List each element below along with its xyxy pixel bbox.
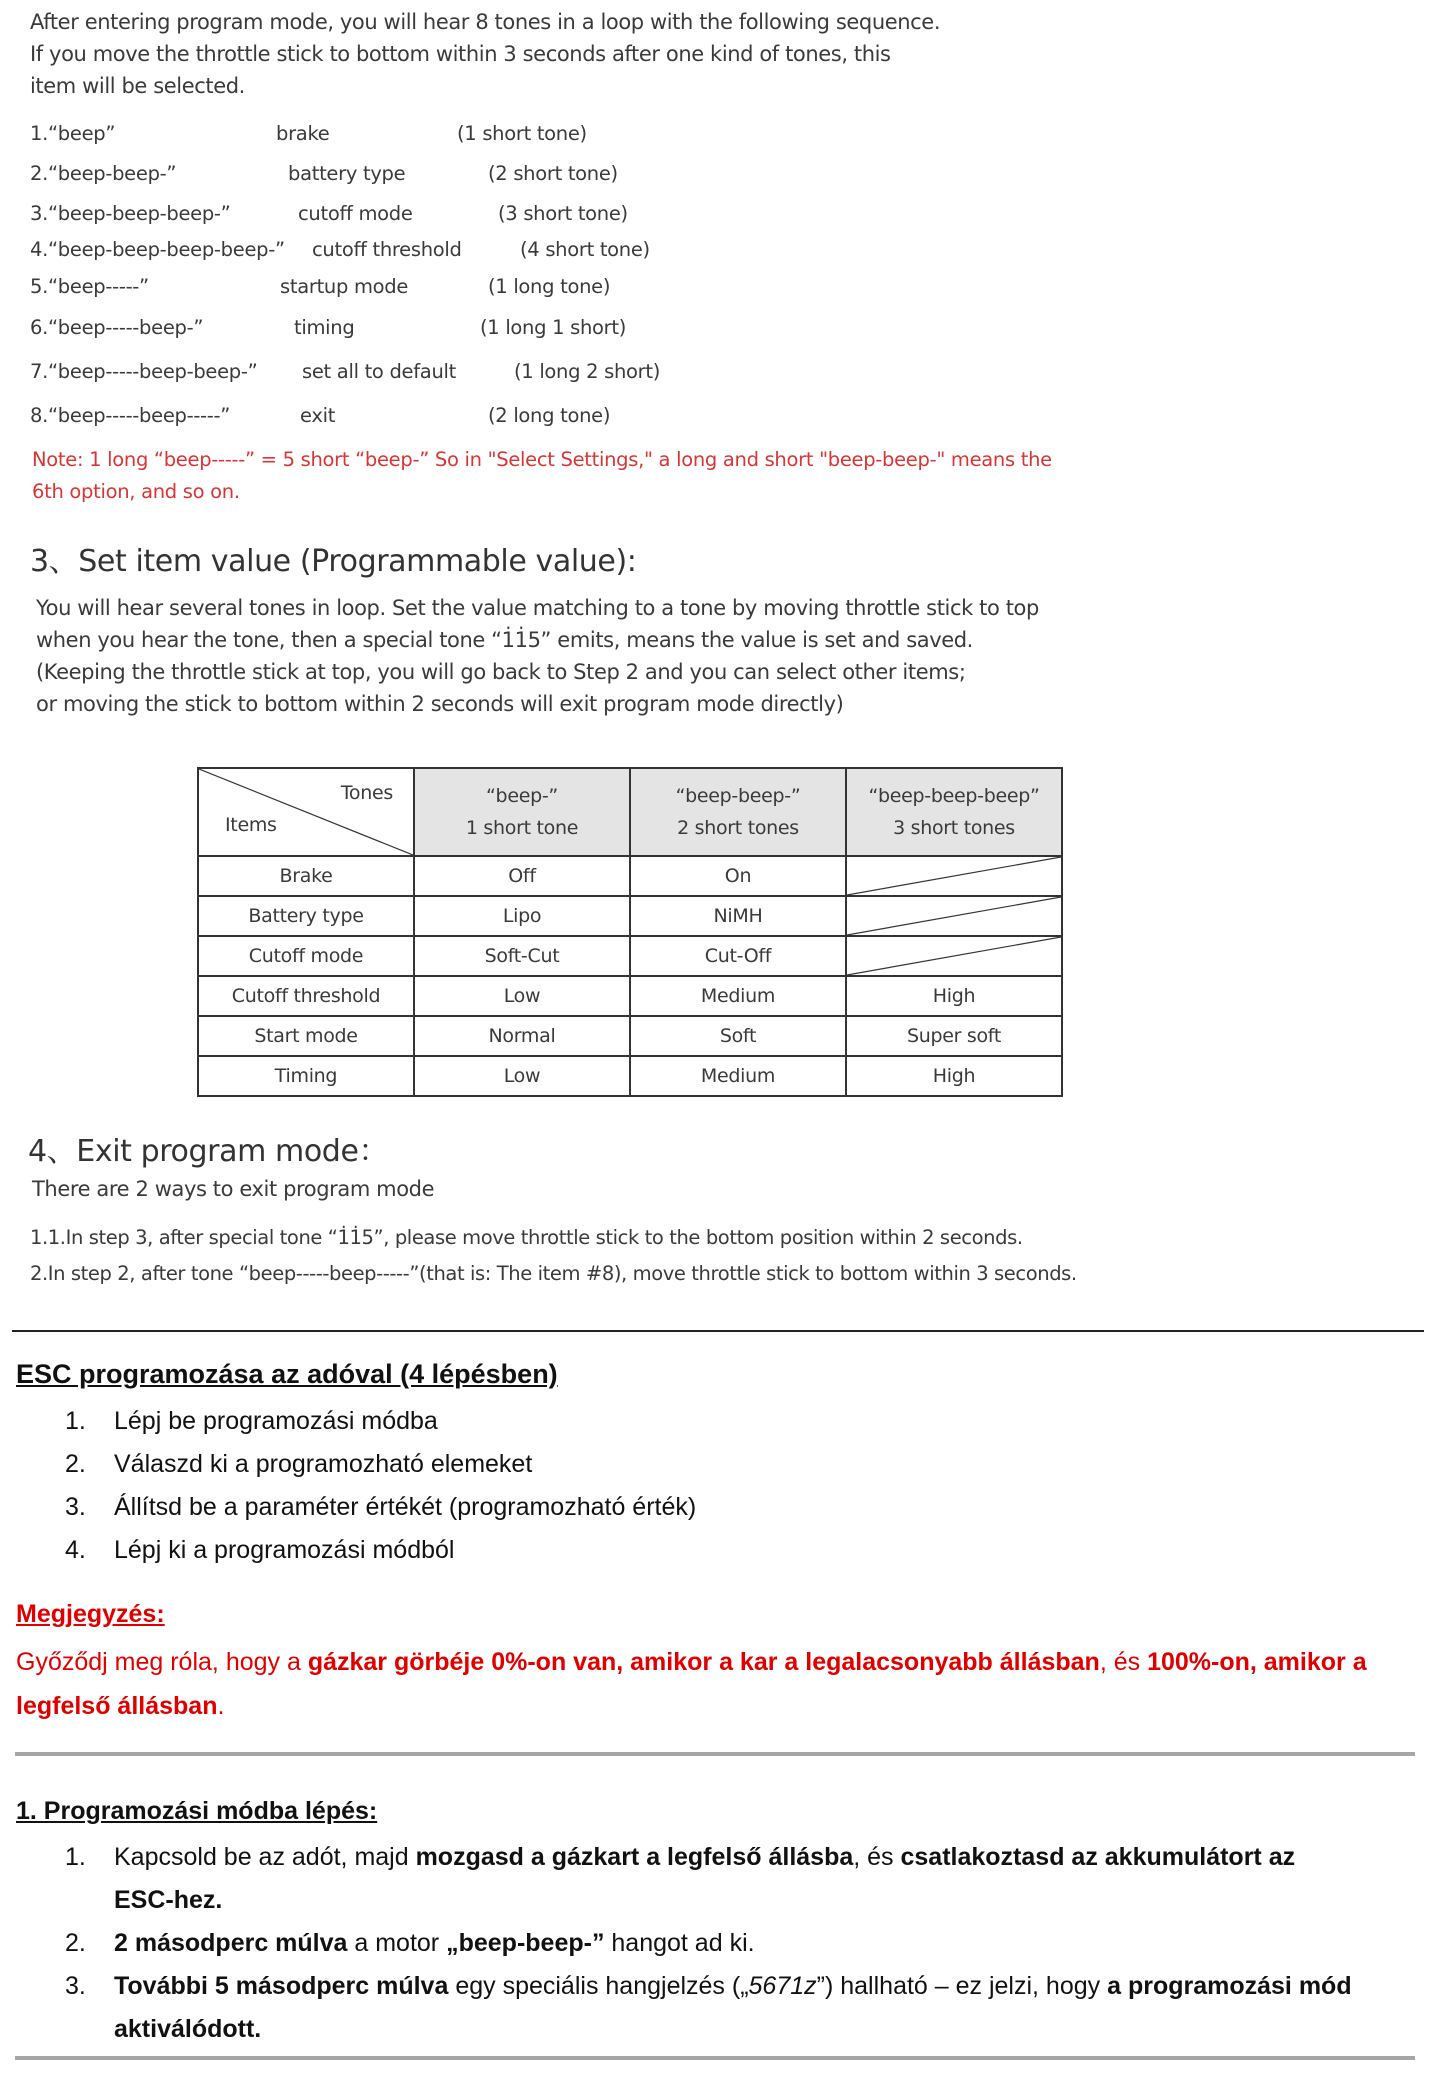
sequence-tone: 5.“beep-----” xyxy=(30,275,149,298)
step-emphasis: „beep-beep-” xyxy=(446,1929,605,1957)
step-emphasis: 2 másodperc múlva xyxy=(114,1929,348,1957)
step-number: 4. xyxy=(65,1536,86,1564)
section3-body xyxy=(36,592,1196,720)
table-row xyxy=(198,856,1062,896)
section3-line: You will hear several tones in loop. Set the value matching to a tone by moving throttle stick to top xyxy=(36,596,1039,620)
sequence-item-name: brake xyxy=(276,122,330,145)
list-item xyxy=(0,1836,1400,1922)
sequence-item-name: startup mode xyxy=(280,275,409,298)
sequence-desc: (1 short tone) xyxy=(457,122,587,145)
sequence-desc: (3 short tone) xyxy=(498,202,628,225)
row-value: Low xyxy=(414,1056,630,1096)
sequence-item-name: set all to default xyxy=(302,360,456,383)
corner-items-label: Items xyxy=(225,814,277,836)
intro-paragraph xyxy=(30,6,1130,102)
sequence-tone: 1.“beep” xyxy=(30,122,116,145)
note-text: Győződj meg róla, hogy a xyxy=(16,1648,308,1676)
sequence-item-name: cutoff threshold xyxy=(312,238,462,261)
table-header-row xyxy=(198,768,1062,856)
empty-slashed-cell xyxy=(846,896,1062,936)
empty-slashed-cell xyxy=(846,936,1062,976)
row-value: Normal xyxy=(414,1016,630,1056)
header-desc: 2 short tones xyxy=(677,817,799,839)
note-title: Megjegyzés: xyxy=(16,1600,165,1628)
row-value: High xyxy=(846,1056,1062,1096)
note-text: , és xyxy=(1099,1648,1148,1676)
row-item: Brake xyxy=(198,856,414,896)
step-text: hangot ad ki. xyxy=(604,1929,755,1957)
step-emphasis: mozgasd a gázkart a legfelső állásba xyxy=(415,1843,854,1871)
row-item: Battery type xyxy=(198,896,414,936)
row-value: Soft xyxy=(630,1016,846,1056)
sequence-desc: (4 short tone) xyxy=(520,238,650,261)
step-text: Lépj ki a programozási módból xyxy=(114,1536,455,1564)
step-text: Lépj be programozási módba xyxy=(114,1407,438,1435)
header-tone: “beep-beep-beep” xyxy=(868,785,1040,807)
sequence-tone: 2.“beep-beep-” xyxy=(30,162,177,185)
table-header xyxy=(846,768,1062,856)
sequence-item-name: exit xyxy=(300,404,336,427)
header-desc: 1 short tone xyxy=(465,817,579,839)
step-text: ”) hallható – ez jelzi, hogy xyxy=(816,1972,1108,2000)
sequence-desc: (1 long 1 short) xyxy=(480,316,627,339)
table-header xyxy=(630,768,846,856)
step-number: 2. xyxy=(65,1450,86,1478)
sequence-item-name: battery type xyxy=(288,162,406,185)
exit-way: 2.In step 2, after tone “beep-----beep-----”(that is: The item #8), move throttle stick to bottom within 3 seconds. xyxy=(30,1262,1077,1285)
note-body xyxy=(16,1640,1396,1728)
row-item: Start mode xyxy=(198,1016,414,1056)
note-line: 6th option, and so on. xyxy=(32,480,240,503)
hu-overview-steps xyxy=(0,1400,1200,1572)
step-number: 1. xyxy=(65,1407,86,1435)
step1-list xyxy=(0,1836,1400,2051)
table-row xyxy=(198,1056,1062,1096)
sequence-desc: (1 long 2 short) xyxy=(514,360,661,383)
table-row xyxy=(198,1016,1062,1056)
table-row xyxy=(198,936,1062,976)
list-item xyxy=(0,1922,1400,1965)
row-value: Lipo xyxy=(414,896,630,936)
sequence-tone: 4.“beep-beep-beep-beep-” xyxy=(30,238,285,261)
intro-line: If you move the throttle stick to bottom within 3 seconds after one kind of tones, this xyxy=(30,42,891,66)
note-emphasis: gázkar görbéje 0%-on van, amikor a kar a legalacsonyabb állásban xyxy=(307,1648,1100,1676)
row-value: High xyxy=(846,976,1062,1016)
row-item: Timing xyxy=(198,1056,414,1096)
step-italic: 5671z xyxy=(748,1972,817,2000)
row-value: Cut-Off xyxy=(630,936,846,976)
list-item xyxy=(0,1529,1200,1572)
step-emphasis: További 5 másodperc múlva xyxy=(114,1972,449,2000)
note-text: . xyxy=(217,1692,225,1720)
step-text: Állítsd be a paraméter értékét (programozható érték) xyxy=(114,1493,697,1521)
section4-heading: 4、Exit program mode： xyxy=(28,1134,389,1169)
step-text: a motor xyxy=(347,1929,447,1957)
intro-line: item will be selected. xyxy=(30,74,245,98)
list-item xyxy=(0,1443,1200,1486)
long-beep-note xyxy=(32,444,1132,508)
step-number: 2. xyxy=(65,1929,86,1957)
header-desc: 3 short tones xyxy=(893,817,1015,839)
row-value: NiMH xyxy=(630,896,846,936)
note-line: Note: 1 long “beep-----” = 5 short “beep-” So in "Select Settings," a long and short "beep-beep-" means the xyxy=(32,448,1052,471)
sequence-item-name: timing xyxy=(294,316,355,339)
row-item: Cutoff threshold xyxy=(198,976,414,1016)
corner-tones-label: Tones xyxy=(340,782,393,804)
step-text: Kapcsold be az adót, majd xyxy=(114,1843,416,1871)
empty-slashed-cell xyxy=(846,856,1062,896)
table-header xyxy=(414,768,630,856)
table-row xyxy=(198,976,1062,1016)
section3-line: or moving the stick to bottom within 2 seconds will exit program mode directly) xyxy=(36,692,844,716)
sequence-desc: (1 long tone) xyxy=(488,275,611,298)
step-number: 3. xyxy=(65,1972,86,2000)
section3-line: (Keeping the throttle stick at top, you will go back to Step 2 and you can select other items; xyxy=(36,660,966,684)
header-tone: “beep-” xyxy=(486,785,558,807)
step-text: egy speciális hangjelzés („ xyxy=(448,1972,749,2000)
exit-way: 1.1.In step 3, after special tone “1̇1̇5”, please move throttle stick to the bottom position within 2 seconds. xyxy=(30,1226,1023,1249)
list-item xyxy=(0,1400,1200,1443)
sequence-tone: 3.“beep-beep-beep-” xyxy=(30,202,231,225)
step-text: Válaszd ki a programozható elemeket xyxy=(114,1450,533,1478)
step-number: 1. xyxy=(65,1843,86,1871)
table-row xyxy=(198,896,1062,936)
row-value: Medium xyxy=(630,976,846,1016)
step-text: , és xyxy=(853,1843,901,1871)
sequence-tone: 8.“beep-----beep-----” xyxy=(30,404,231,427)
divider xyxy=(15,2056,1415,2060)
section3-line: when you hear the tone, then a special tone “1̇1̇5” emits, means the value is set and saved. xyxy=(36,628,973,652)
step-emphasis: csatlakoztasd az akkumulátort az ESC-hez. xyxy=(114,1843,1296,1914)
divider xyxy=(12,1330,1424,1332)
divider xyxy=(15,1752,1415,1756)
list-item xyxy=(0,1486,1200,1529)
section4-subtitle: There are 2 ways to exit program mode xyxy=(32,1177,435,1201)
sequence-tone: 7.“beep-----beep-beep-” xyxy=(30,360,258,383)
step-emphasis: a programozási mód aktiválódott. xyxy=(114,1972,1352,2043)
row-value: Soft-Cut xyxy=(414,936,630,976)
row-item: Cutoff mode xyxy=(198,936,414,976)
header-tone: “beep-beep-” xyxy=(675,785,801,807)
table-corner-cell xyxy=(198,768,414,856)
sequence-tone: 6.“beep-----beep-” xyxy=(30,316,204,339)
sequence-desc: (2 long tone) xyxy=(488,404,611,427)
row-value: On xyxy=(630,856,846,896)
row-value: Low xyxy=(414,976,630,1016)
row-value: Medium xyxy=(630,1056,846,1096)
programmable-values-table xyxy=(197,767,1063,1097)
step1-title: 1. Programozási módba lépés: xyxy=(16,1797,378,1825)
note-emphasis: 100%-on, amikor a legfelső állásban xyxy=(16,1648,1367,1720)
sequence-desc: (2 short tone) xyxy=(488,162,618,185)
row-value: Off xyxy=(414,856,630,896)
step-number: 3. xyxy=(65,1493,86,1521)
row-value: Super soft xyxy=(846,1016,1062,1056)
hu-title: ESC programozása az adóval (4 lépésben) xyxy=(16,1359,558,1389)
intro-line: After entering program mode, you will hear 8 tones in a loop with the following sequence. xyxy=(30,10,941,34)
section3-heading: 3、Set item value (Programmable value): xyxy=(30,544,637,579)
list-item xyxy=(0,1965,1400,2051)
sequence-item-name: cutoff mode xyxy=(298,202,413,225)
